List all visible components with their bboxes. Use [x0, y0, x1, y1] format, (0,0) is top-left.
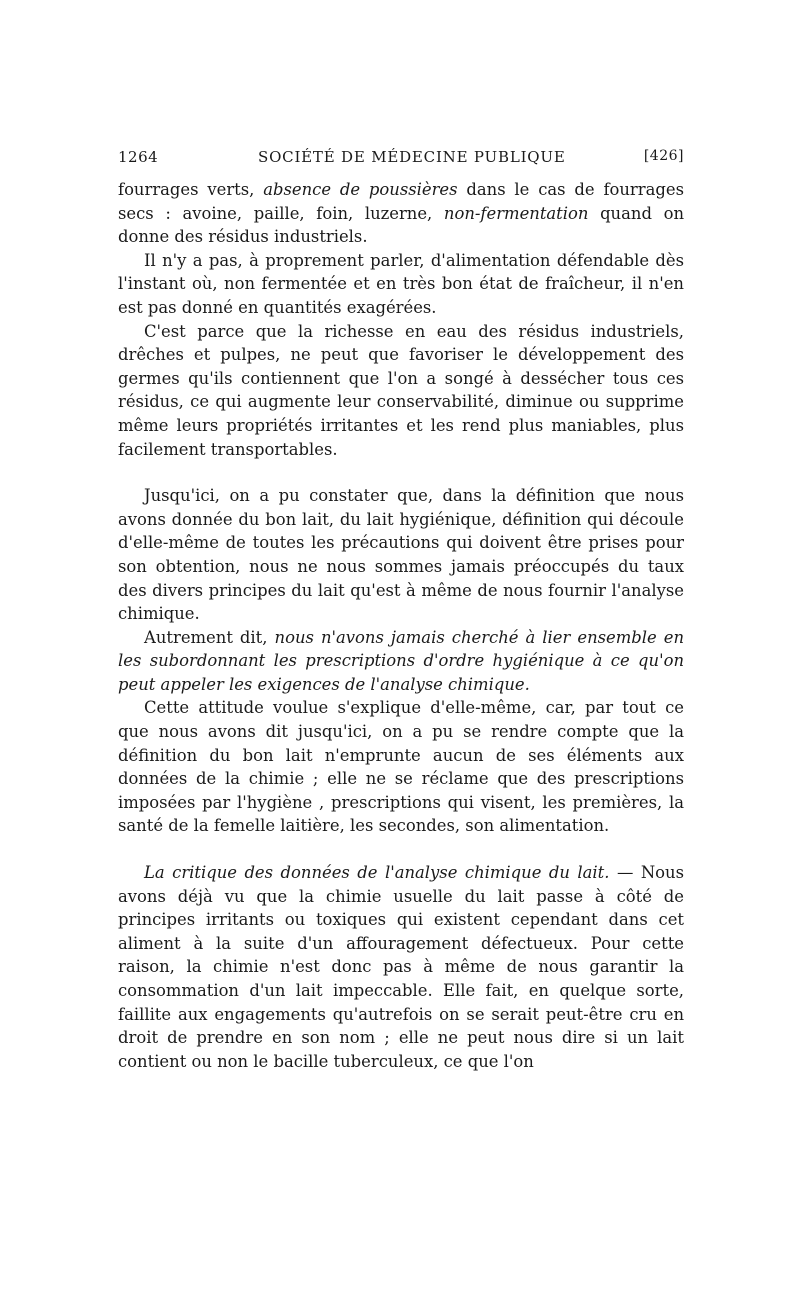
text-run: — Nous avons déjà vu que la chimie usuelle du lait passe à côté de principes irritants ou toxiques qui existent cependant dans cet aliment à la suite d'un affouragement défectueux. Pour cette raison, la chimie n'est donc pas à même de nous garantir la consommation d'un lait impeccable. Elle fait, en quelque sorte, faillite aux engagements qu'autrefois on se serait peut-être cru en droit de prendre en son nom ; elle ne peut nous dire si un lait contient ou non le bacille tuberculeux, ce que l'on [118, 863, 684, 1071]
running-header [118, 148, 684, 178]
running-title: SOCIÉTÉ DE MÉDECINE PUBLIQUE [258, 148, 566, 166]
text-run: fourrages verts, [118, 180, 264, 199]
text-run: Autrement dit, [144, 627, 275, 647]
paragraph-3 [118, 320, 684, 462]
paragraph-5 [118, 626, 684, 697]
paragraph-1 [118, 178, 684, 249]
page-number: 1264 [118, 148, 159, 166]
text-run: Il n'y a pas, à proprement parler, d'alimentation défendable dès l'instant où, non fermentée et en très bon état de fraîcheur, il n'en est pas donné en quantités exagérées. [118, 250, 684, 317]
paragraph-6 [118, 696, 684, 838]
text-run: dans le cas de fourrages secs : avoine, paille, foin, luzerne, [118, 180, 684, 223]
text-run: C'est parce que la richesse en eau des résidus industriels, drêches et pulpes, ne peut que favoriser le développement des germes qu'ils contiennent que l'on a songé à dessécher tous ces résidus, ce qui augmente leur conservabilité, diminue ou supprime même leurs propriétés irritantes et les rend plus maniables, plus facilement transportables. [118, 321, 684, 459]
italic-run: absence de poussières [263, 180, 458, 199]
italic-run: La critique des données de l'analyse chimique du lait. [144, 863, 610, 883]
paragraph-2 [118, 249, 684, 320]
book-page [118, 148, 684, 1073]
italic-run: non-fermentation [443, 203, 589, 223]
text-run: Jusqu'ici, on a pu constater que, dans la définition que nous avons donnée du bon lait, du lait hygiénique, définition qui découle d'elle-même de toutes les précautions qui doivent être prises pour son obtention, nous ne nous sommes jamais préoccupés du taux des divers principes du lait qu'est à même de nous fournir l'analyse chimique. [118, 486, 684, 624]
bracket-page-number: [426] [643, 148, 684, 164]
body-text [118, 178, 684, 1073]
italic-run: nous n'avons jamais cherché à lier ensemble en les subordonnant les prescriptions d'ordre hygiénique à ce qu'on peut appeler les exigences de l'analyse chimique. [118, 627, 685, 694]
text-run: Cette attitude voulue s'explique d'elle-même, car, par tout ce que nous avons dit jusqu'ici, on a pu se rendre compte que la définition du bon lait n'emprunte aucun de ses éléments aux données de la chimie ; elle ne se réclame que des prescriptions imposées par l'hygiène , prescriptions qui visent, les premières, la santé de la femelle laitière, les secondes, son alimentation. [118, 698, 684, 836]
paragraph-7 [118, 861, 684, 1073]
paragraph-4 [118, 484, 684, 626]
text-run: quand on donne des résidus industriels. [118, 203, 684, 247]
